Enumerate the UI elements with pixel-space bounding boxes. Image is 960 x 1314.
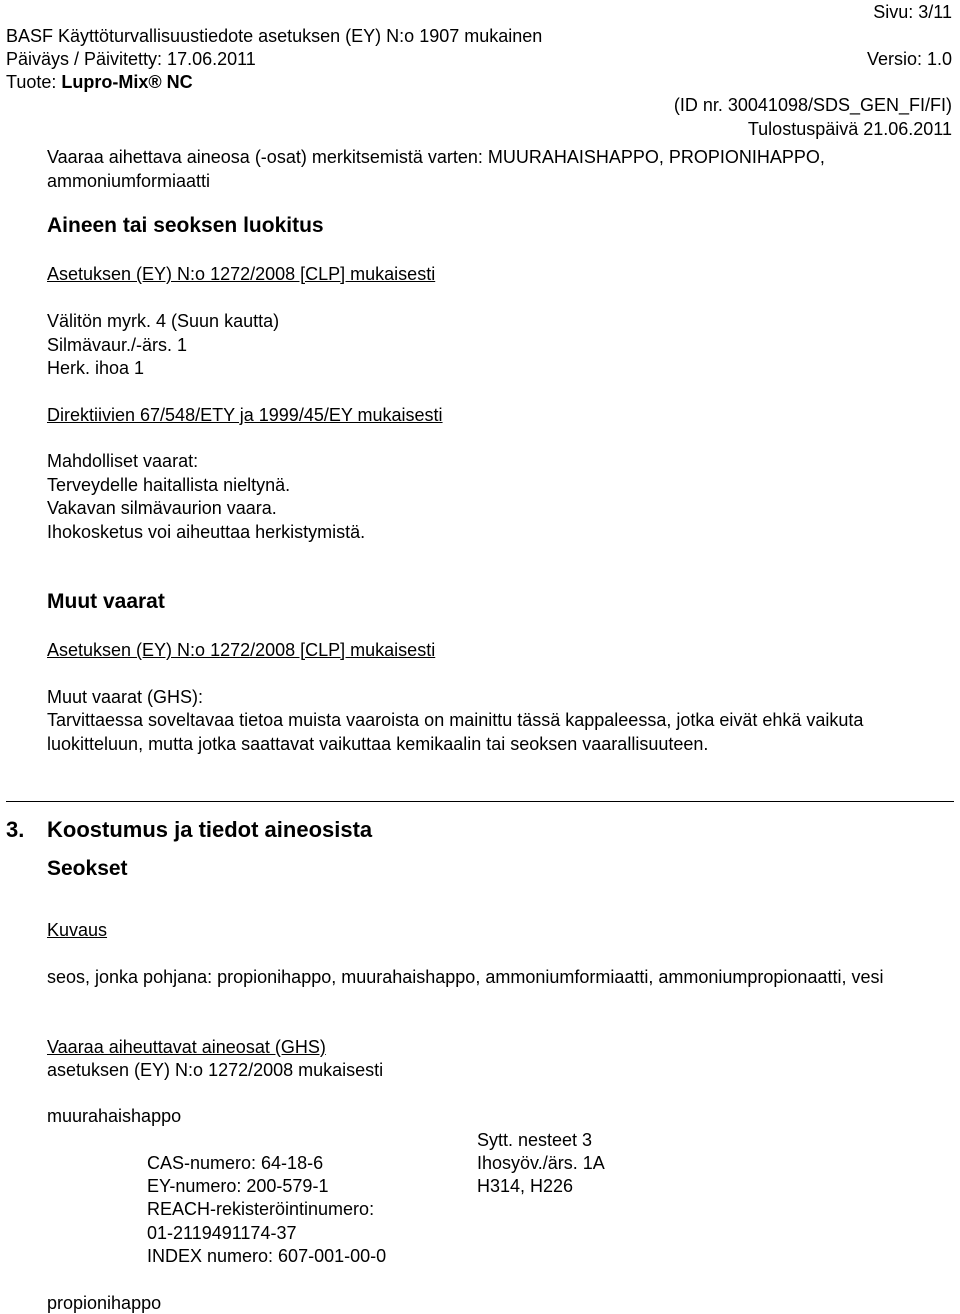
substance-reach-label: REACH-rekisteröintinumero: [147,1199,375,1219]
substance-ec: EY-numero: 200-579-1 [147,1176,329,1196]
ghs-components-link: Vaaraa aiheuttavat aineosat (GHS) [47,1037,326,1057]
substance-class-1: Sytt. nesteet 3 [477,1130,593,1150]
mixture-description: seos, jonka pohjana: propionihappo, muurahaishappo, ammoniumformiaatti, ammoniumpropionaatti, vesi [47,967,884,987]
substance-class-2: Ihosyöv./ärs. 1A [477,1153,605,1173]
product-name: Lupro-Mix® NC [61,72,193,92]
directive-link: Direktiivien 67/548/ETY ja 1999/45/EY mukaisesti [47,405,443,425]
classification-heading: Aineen tai seoksen luokitus [47,214,324,237]
document-title: BASF Käyttöturvallisuustiedote asetuksen (EY) N:o 1907 mukainen [6,26,543,46]
substance-reach-number: 01-2119491174-37 [147,1223,297,1243]
substance-index: INDEX numero: 607-001-00-0 [147,1246,387,1266]
section-3-title: Koostumus ja tiedot aineosista [47,817,373,842]
document-id: (ID nr. 30041098/SDS_GEN_FI/FI) [673,95,952,115]
page-number: Sivu: 3/11 [873,2,952,22]
version-label: Versio: 1.0 [866,49,952,69]
description-link: Kuvaus [47,920,108,940]
mixtures-heading: Seokset [47,857,128,880]
substance-name: propionihappo [47,1293,162,1313]
print-date: Tulostuspäivä 21.06.2011 [747,119,952,139]
clp-class-3: Herk. ihoa 1 [47,358,145,378]
ghs-regulation-text: asetuksen (EY) N:o 1272/2008 mukaisesti [47,1060,384,1080]
clp-class-2: Silmävaur./-ärs. 1 [47,335,188,355]
section-divider [6,801,954,802]
directive-line-4: Ihokosketus voi aiheuttaa herkistymistä. [47,522,366,542]
directive-line-2: Terveydelle haitallista nieltynä. [47,475,291,495]
revision-date: Päiväys / Päivitetty: 17.06.2011 [6,49,256,69]
ghs-label: Muut vaarat (GHS): [47,687,204,707]
directive-line-1: Mahdolliset vaarat: [47,451,199,471]
directive-line-3: Vakavan silmävaurion vaara. [47,498,277,518]
clp-regulation-link: Asetuksen (EY) N:o 1272/2008 [CLP] mukaisesti [47,264,436,284]
hazard-components: Vaaraa aihettava aineosa (-osat) merkitsemistä varten: MUURAHAISHAPPO, PROPIONIHAPPO, ammoniumformiaatti [47,147,825,191]
other-hazards-clp-link: Asetuksen (EY) N:o 1272/2008 [CLP] mukaisesti [47,640,436,660]
substance-cas: CAS-numero: 64-18-6 [147,1153,324,1173]
other-hazards-heading: Muut vaarat [47,590,165,613]
clp-class-1: Välitön myrk. 4 (Suun kautta) [47,311,280,331]
substance-class-3: H314, H226 [477,1176,574,1196]
substance-name: muurahaishappo [47,1106,182,1126]
product-line [6,71,193,93]
product-prefix: Tuote: [6,72,62,92]
other-hazards-text: Tarvittaessa soveltavaa tietoa muista vaaroista on mainittu tässä kappaleessa, jotka eivät ehkä vaikuta luokitteluun, mutta jotka saattavat vaikuttaa kemikaalin tai seoksen vaarallisuuteen. [47,710,864,754]
section-3-number: 3. [6,817,25,842]
